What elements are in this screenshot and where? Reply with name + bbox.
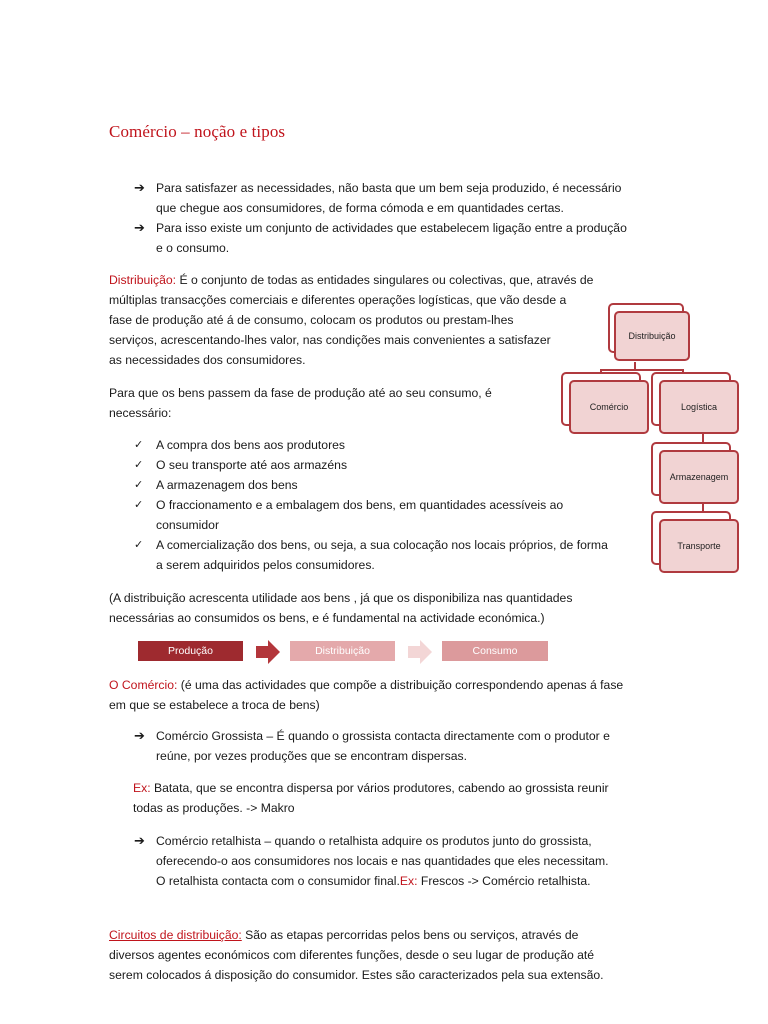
check-icon: ✓ — [134, 539, 144, 551]
page-title: Comércio – noção e tipos — [109, 122, 286, 141]
note-line-2: necessárias ao consumidos os bens, e é fundamental na actividade económica.) — [109, 611, 545, 625]
commerce-paragraph-line-1 — [109, 675, 623, 695]
needs-item-continuation: a serem adquiridos pelos consumidores. — [156, 558, 375, 572]
distribution-paragraph-line-5: as necessidades dos consumidores. — [109, 353, 306, 367]
flow-step-distribuicao: Distribuição — [290, 641, 395, 661]
distribution-paragraph-line-1 — [109, 270, 593, 290]
arrow-bullet-icon: ➔ — [134, 728, 145, 743]
needs-intro-line-1: Para que os bens passem da fase de produção até ao seu consumo, é — [109, 386, 492, 400]
diagram-node-logistica: Logística — [659, 380, 739, 434]
arrow-bullet-icon: ➔ — [134, 833, 145, 848]
check-icon: ✓ — [134, 459, 144, 471]
commerce-text-1: (é uma das actividades que compõe a distribuição correspondendo apenas á fase — [177, 678, 624, 692]
needs-item: A comercialização dos bens, ou seja, a sua colocação nos locais próprios, de forma — [156, 538, 608, 552]
needs-item: O seu transporte até aos armazéns — [156, 458, 348, 472]
distribution-paragraph-line-3: fase de produção até á de consumo, colocam os produtos ou prestam-lhes — [109, 313, 514, 327]
flow-arrow-icon — [408, 640, 432, 664]
check-icon: ✓ — [134, 479, 144, 491]
distribution-label: Distribuição: — [109, 273, 177, 287]
retalhista-text-3a: O retalhista contacta com o consumidor final. — [156, 874, 400, 888]
connector — [600, 369, 684, 371]
commerce-label: O Comércio: — [109, 678, 178, 692]
example-text-1: Batata, que se encontra dispersa por vários produtores, cabendo ao grossista reunir — [150, 781, 609, 795]
distribution-paragraph-line-4: serviços, acrescentando-lhes valor, nas condições mais convenientes a satisfazer — [109, 333, 551, 347]
flow-arrow-icon — [256, 640, 280, 664]
arrow-bullet-icon: ➔ — [134, 180, 145, 195]
intro-bullet-1-line-2: que chegue aos consumidores, de forma cómoda e em quantidades certas. — [156, 201, 564, 215]
retalhista-line-1: Comércio retalhista – quando o retalhista adquire os produtos junto do grossista, — [156, 834, 592, 848]
note-line-1: (A distribuição acrescenta utilidade aos bens , já que os disponibiliza nas quantidades — [109, 591, 573, 605]
example-line-2: todas as produções. -> Makro — [133, 801, 295, 815]
intro-bullet-2-line-1: Para isso existe um conjunto de actividades que estabelecem ligação entre a produção — [156, 221, 627, 235]
needs-item-continuation: consumidor — [156, 518, 219, 532]
flow-step-producao: Produção — [138, 641, 243, 661]
diagram-node-transporte: Transporte — [659, 519, 739, 573]
retalhista-text-3b: Frescos -> Comércio retalhista. — [417, 874, 591, 888]
intro-bullet-2-line-2: e o consumo. — [156, 241, 230, 255]
distribution-text-1: É o conjunto de todas as entidades singulares ou colectivas, que, através de — [176, 273, 594, 287]
needs-item: O fraccionamento e a embalagem dos bens, em quantidades acessíveis ao — [156, 498, 564, 512]
retalhista-line-3 — [156, 871, 591, 891]
diagram-node-comercio: Comércio — [569, 380, 649, 434]
circuits-text-1: São as etapas percorridas pelos bens ou serviços, através de — [241, 928, 579, 942]
needs-item: A compra dos bens aos produtores — [156, 438, 346, 452]
needs-intro-line-2: necessário: — [109, 406, 172, 420]
retalhista-line-2: oferecendo-o aos consumidores nos locais e nas quantidades que eles necessitam. — [156, 854, 609, 868]
circuits-paragraph-line-2: diversos agentes económicos com diferentes funções, desde o seu lugar de produção até — [109, 948, 595, 962]
commerce-paragraph-line-2: em que se estabelece a troca de bens) — [109, 698, 320, 712]
example-label: Ex: — [133, 781, 151, 795]
grossista-line-2: reúne, por vezes produções que se encontram dispersas. — [156, 749, 467, 763]
intro-bullet-1-line-1: Para satisfazer as necessidades, não basta que um bem seja produzido, é necessário — [156, 181, 622, 195]
example-line-1 — [133, 778, 609, 798]
diagram-node-armazenagem: Armazenagem — [659, 450, 739, 504]
grossista-line-1: Comércio Grossista – É quando o grossista contacta directamente com o produtor e — [156, 729, 610, 743]
distribution-paragraph-line-2: múltiplas transacções comerciais e diferentes operações logísticas, que vão desde a — [109, 293, 567, 307]
flow-step-consumo: Consumo — [442, 641, 548, 661]
retalhista-example-label: Ex: — [399, 874, 418, 888]
check-icon: ✓ — [134, 439, 144, 451]
circuits-paragraph-line-1 — [109, 925, 578, 945]
needs-item: A armazenagem dos bens — [156, 478, 298, 492]
check-icon: ✓ — [134, 499, 144, 511]
diagram-node-distribuicao: Distribuição — [614, 311, 690, 361]
arrow-bullet-icon: ➔ — [134, 220, 145, 235]
circuits-label: Circuitos de distribuição: — [109, 928, 242, 942]
circuits-paragraph-line-3: serem colocados á disposição do consumidor. Estes são caracterizados pela sua extensão. — [109, 968, 604, 982]
